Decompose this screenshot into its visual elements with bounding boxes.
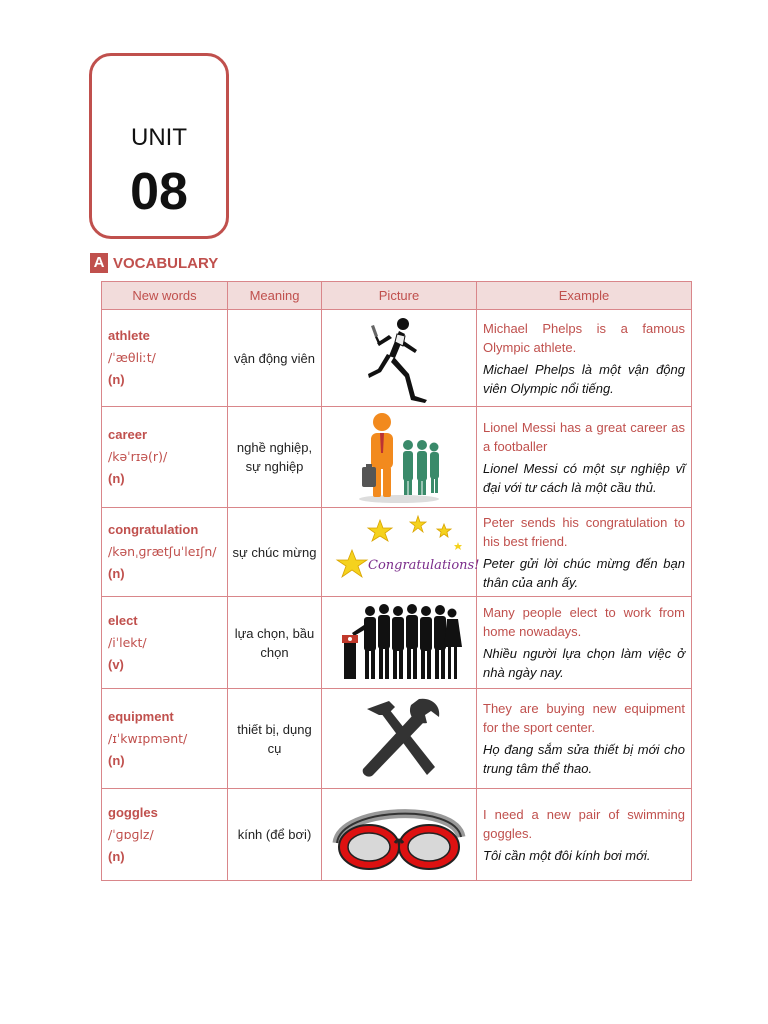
part-of-speech: (n) <box>108 566 125 581</box>
table-header-row <box>102 282 692 310</box>
picture-cell <box>322 508 480 597</box>
example-english: Peter sends his congratulation to his best friend. <box>483 514 685 549</box>
vocabulary-table <box>101 281 692 881</box>
table-row <box>102 310 692 407</box>
picture-cell <box>322 597 477 689</box>
unit-label: UNIT <box>131 124 187 151</box>
pronunciation: /ˈæθliːt/ <box>108 350 156 365</box>
table-row <box>102 407 692 508</box>
pronunciation: /kənˌɡrætʃuˈleɪʃn/ <box>108 544 217 559</box>
header-picture: Picture <box>322 282 477 310</box>
meaning-cell: thiết bị, dụng cụ <box>228 689 322 789</box>
part-of-speech: (n) <box>108 752 125 768</box>
word: goggles <box>108 804 158 820</box>
part-of-speech: (n) <box>108 372 125 387</box>
unit-number: 08 <box>130 163 188 221</box>
table-row <box>102 597 692 689</box>
example-vietnamese: Tôi cần một đôi kính bơi mới. <box>483 847 651 863</box>
word-cell <box>102 407 228 508</box>
example-english: I need a new pair of swimming goggles. <box>483 806 685 841</box>
meaning-cell: lựa chọn, bầu chọn <box>228 597 322 689</box>
unit-badge <box>89 53 229 239</box>
example-vietnamese: Lionel Messi có một sự nghiệp vĩ đại với tư cách là một cầu thủ. <box>483 460 685 495</box>
word: career <box>108 427 148 442</box>
section-heading <box>90 253 218 273</box>
word-cell <box>102 310 228 407</box>
example-cell <box>477 689 692 789</box>
word: athlete <box>108 328 150 343</box>
word: equipment <box>108 708 174 724</box>
word-cell <box>102 508 228 597</box>
pronunciation: /ˈɡɒɡlz/ <box>108 826 154 842</box>
congratulations-text: Congratulations! <box>368 558 480 573</box>
word-cell <box>102 689 228 789</box>
example-cell <box>477 597 692 689</box>
part-of-speech: (v) <box>108 656 124 672</box>
pronunciation: /iˈlekt/ <box>108 634 147 650</box>
table-row <box>102 508 692 597</box>
example-vietnamese: Michael Phelps là một vận động viên Olympic nổi tiếng. <box>483 361 685 396</box>
pronunciation: /ɪˈkwɪpmənt/ <box>108 730 188 746</box>
part-of-speech: (n) <box>108 848 125 864</box>
goggles-picture <box>331 793 467 877</box>
example-cell <box>477 508 692 597</box>
business-people-picture <box>356 411 442 503</box>
example-english: They are buying new equipment for the sport center. <box>483 701 685 735</box>
example-cell <box>477 789 692 881</box>
example-vietnamese: Họ đang sắm sửa thiết bị mới cho trung tâm thể thao. <box>483 742 685 776</box>
meaning-cell: sự chúc mừng <box>228 508 322 597</box>
table-row <box>102 689 692 789</box>
congratulations-picture <box>334 512 480 592</box>
picture-cell <box>322 689 477 789</box>
table-row <box>102 789 692 881</box>
example-cell <box>477 407 692 508</box>
example-english: Michael Phelps is a famous Olympic athlete. <box>483 320 685 355</box>
tools-picture <box>349 695 449 783</box>
word: elect <box>108 612 138 628</box>
example-vietnamese: Peter gửi lời chúc mừng đến bạn thân của anh ấy. <box>483 555 685 590</box>
header-example: Example <box>477 282 692 310</box>
picture-cell <box>322 789 477 881</box>
meaning-cell: nghề nghiệp, sự nghiệp <box>228 407 322 508</box>
word-cell <box>102 789 228 881</box>
example-english: Many people elect to work from home nowadays. <box>483 605 685 639</box>
pronunciation: /kəˈrɪə(r)/ <box>108 449 168 464</box>
voters-picture <box>334 601 464 685</box>
section-letter: A <box>90 253 108 273</box>
meaning-cell: kính (để bơi) <box>228 789 322 881</box>
header-new-words: New words <box>102 282 228 310</box>
example-vietnamese: Nhiều người lựa chọn làm việc ở nhà ngày nay. <box>483 646 685 680</box>
header-meaning: Meaning <box>228 282 322 310</box>
picture-cell <box>322 407 477 508</box>
example-cell <box>477 310 692 407</box>
example-english: Lionel Messi has a great career as a footballer <box>483 419 685 454</box>
runner-picture <box>359 312 439 404</box>
word: congratulation <box>108 522 199 537</box>
part-of-speech: (n) <box>108 471 125 486</box>
word-cell <box>102 597 228 689</box>
section-title: VOCABULARY <box>113 254 219 272</box>
meaning-cell: vận động viên <box>228 310 322 407</box>
picture-cell <box>322 310 477 407</box>
